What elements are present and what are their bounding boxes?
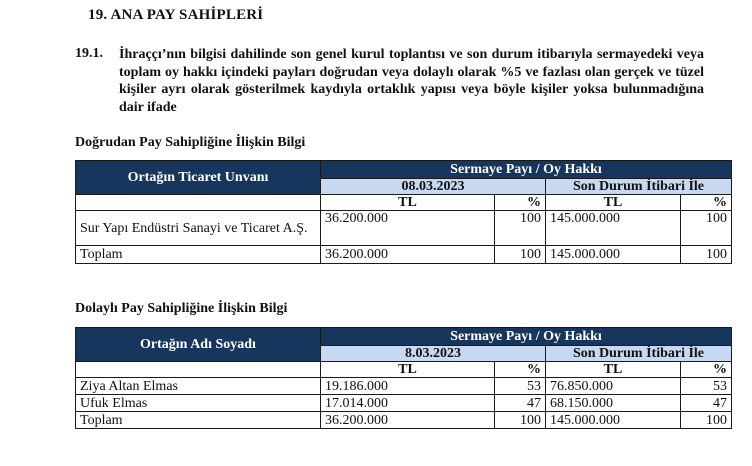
date-header: 08.03.2023 bbox=[321, 179, 546, 195]
percent-current-cell: 47 bbox=[681, 395, 732, 412]
paragraph-number: 19.1. bbox=[75, 46, 103, 61]
table-row bbox=[76, 395, 732, 412]
amount-current-cell: 145.000.000 bbox=[546, 412, 681, 429]
indirect-ownership-table bbox=[75, 327, 732, 429]
share-group-header: Sermaye Payı / Oy Hakkı bbox=[321, 328, 732, 346]
share-group-header: Sermaye Payı / Oy Hakkı bbox=[321, 161, 732, 179]
amount-date-cell: 36.200.000 bbox=[321, 211, 495, 246]
amount-current-cell: 145.000.000 bbox=[546, 246, 681, 264]
total-label: Toplam bbox=[76, 246, 321, 264]
unit-percent-header: % bbox=[495, 362, 546, 378]
amount-date-cell: 19.186.000 bbox=[321, 378, 495, 395]
paragraph-text: İhraççı’nın bilgisi dahilinde son genel kurul toplantısı ve son durum itibarıyla sermayedeki veya toplam oy hakkı içindeki payları doğrudan veya dolaylı olarak %5 ve fazlası olan gerçek ve tüzel kişiler ayrı olarak gösterilmek kaydıyla ortaklık yapısı veya böyle kişiler yoksa bulunmadığına dair ifade bbox=[119, 47, 704, 115]
date-header: 8.03.2023 bbox=[321, 346, 546, 362]
current-status-header: Son Durum İtibari İle bbox=[546, 346, 732, 362]
unit-tl-header: TL bbox=[546, 195, 681, 211]
percent-date-cell: 100 bbox=[495, 246, 546, 264]
shareholder-name: Sur Yapı Endüstri Sanayi ve Ticaret A.Ş. bbox=[76, 211, 321, 246]
unit-tl-header: TL bbox=[546, 362, 681, 378]
percent-date-cell: 47 bbox=[495, 395, 546, 412]
table-row bbox=[76, 246, 732, 264]
blank-cell bbox=[76, 362, 321, 378]
name-column-header: Ortağın Ticaret Unvanı bbox=[76, 161, 321, 195]
percent-current-cell: 53 bbox=[681, 378, 732, 395]
amount-current-cell: 68.150.000 bbox=[546, 395, 681, 412]
table-row bbox=[76, 211, 732, 246]
total-label: Toplam bbox=[76, 412, 321, 429]
percent-current-cell: 100 bbox=[681, 211, 732, 246]
percent-date-cell: 100 bbox=[495, 412, 546, 429]
percent-date-cell: 100 bbox=[495, 211, 546, 246]
indirect-ownership-title: Dolaylı Pay Sahipliğine İlişkin Bilgi bbox=[75, 301, 288, 316]
direct-ownership-table bbox=[75, 160, 732, 264]
table-row bbox=[76, 378, 732, 395]
amount-current-cell: 145.000.000 bbox=[546, 211, 681, 246]
unit-percent-header: % bbox=[495, 195, 546, 211]
unit-tl-header: TL bbox=[321, 362, 495, 378]
amount-date-cell: 17.014.000 bbox=[321, 395, 495, 412]
shareholder-name: Ziya Altan Elmas bbox=[76, 378, 321, 395]
current-status-header: Son Durum İtibari İle bbox=[546, 179, 732, 195]
unit-percent-header: % bbox=[681, 362, 732, 378]
unit-tl-header: TL bbox=[321, 195, 495, 211]
amount-current-cell: 76.850.000 bbox=[546, 378, 681, 395]
table-row bbox=[76, 412, 732, 429]
amount-date-cell: 36.200.000 bbox=[321, 246, 495, 264]
unit-percent-header: % bbox=[681, 195, 732, 211]
name-column-header: Ortağın Adı Soyadı bbox=[76, 328, 321, 362]
shareholder-name: Ufuk Elmas bbox=[76, 395, 321, 412]
percent-date-cell: 53 bbox=[495, 378, 546, 395]
blank-cell bbox=[76, 195, 321, 211]
amount-date-cell: 36.200.000 bbox=[321, 412, 495, 429]
percent-current-cell: 100 bbox=[681, 412, 732, 429]
percent-current-cell: 100 bbox=[681, 246, 732, 264]
section-heading: 19. ANA PAY SAHİPLERİ bbox=[88, 7, 264, 23]
direct-ownership-title: Doğrudan Pay Sahipliğine İlişkin Bilgi bbox=[75, 135, 306, 150]
